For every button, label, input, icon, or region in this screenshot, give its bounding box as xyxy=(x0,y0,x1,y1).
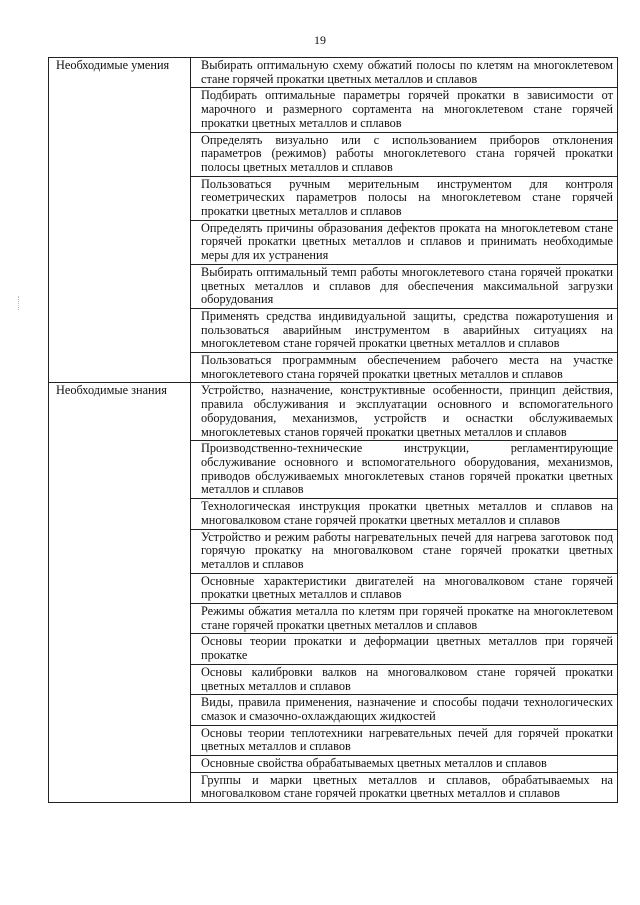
page-number: 19 xyxy=(314,33,326,47)
requirement-item: Пользоваться ручным мерительным инструментом для контроля геометрических параметров полосы на многоклетевом стане горячей прокатки цветных металлов и сплавов xyxy=(191,176,618,220)
requirement-item: Применять средства индивидуальной защиты, средства пожаротушения и пользоваться аварийным инструментом в аварийных ситуациях на многоклетевом стане горячей прокатки цветных металлов и сплавов xyxy=(191,308,618,352)
requirement-item: Устройство и режим работы нагревательных печей для нагрева заготовок под горячую прокатку на многовалковом стане горячей прокатки цветных металлов и сплавов xyxy=(191,529,618,573)
requirements-table-body xyxy=(49,58,618,803)
requirement-item: Производственно-технические инструкции, регламентирующие обслуживание основного и вспомогательного оборудования, механизмов, приводов обслуживаемых многоклетевых станов горячей прокатки цветных металлов и сплавов xyxy=(191,441,618,499)
requirement-item: Группы и марки цветных металлов и сплавов, обрабатываемых на многовалковом стане горячей прокатки цветных металлов и сплавов xyxy=(191,772,618,802)
requirement-item: Основные характеристики двигателей на многовалковом стане горячей прокатки цветных металлов и сплавов xyxy=(191,573,618,603)
requirement-item: Режимы обжатия металла по клетям при горячей прокатке на многоклетевом стане горячей прокатки цветных металлов и сплавов xyxy=(191,604,618,634)
requirement-item: Устройство, назначение, конструктивные особенности, принцип действия, правила обслуживания и эксплуатации основного и вспомогательного оборудования, механизмов, устройств и оснастки обслуживаемых многоклетевых станов горячей прокатки цветных металлов и сплавов xyxy=(191,383,618,441)
requirement-item: Выбирать оптимальный темп работы многоклетевого стана горячей прокатки цветных металлов и сплавов для обеспечения максимальной загрузки оборудования xyxy=(191,264,618,308)
section-title: Необходимые знания xyxy=(49,383,191,803)
requirement-item: Пользоваться программным обеспечением рабочего места на участке многоклетевого стана горячей прокатки цветных металлов и сплавов xyxy=(191,353,618,383)
requirement-item: Определять визуально или с использованием приборов отклонения параметров (режимов) работы многоклетевого стана горячей прокатки полосы цветных металлов и сплавов xyxy=(191,132,618,176)
requirement-item: Технологическая инструкция прокатки цветных металлов и сплавов на многовалковом стане горячей прокатки цветных металлов и сплавов xyxy=(191,499,618,529)
requirement-item: Определять причины образования дефектов проката на многоклетевом стане горячей прокатки цветных металлов и сплавов и принимать необходимые меры для их устранения xyxy=(191,220,618,264)
requirement-item: Подбирать оптимальные параметры горячей прокатки в зависимости от марочного и размерного сортамента на многоклетевом стане горячей прокатки цветных металлов и сплавов xyxy=(191,88,618,132)
requirement-item: Основные свойства обрабатываемых цветных металлов и сплавов xyxy=(191,756,618,773)
section-title: Необходимые умения xyxy=(49,58,191,383)
margin-mark xyxy=(18,296,20,310)
table-row xyxy=(49,58,618,88)
requirement-item: Основы калибровки валков на многовалковом стане горячей прокатки цветных металлов и сплавов xyxy=(191,664,618,694)
requirement-item: Виды, правила применения, назначение и способы подачи технологических смазок и смазочно-охлаждающих жидкостей xyxy=(191,695,618,725)
requirement-item: Основы теории теплотехники нагревательных печей для горячей прокатки цветных металлов и сплавов xyxy=(191,725,618,755)
requirement-item: Основы теории прокатки и деформации цветных металлов при горячей прокатке xyxy=(191,634,618,664)
table-row xyxy=(49,383,618,441)
requirement-item: Выбирать оптимальную схему обжатий полосы по клетям на многоклетевом стане горячей прокатки цветных металлов и сплавов xyxy=(191,58,618,88)
requirements-table xyxy=(48,57,618,803)
